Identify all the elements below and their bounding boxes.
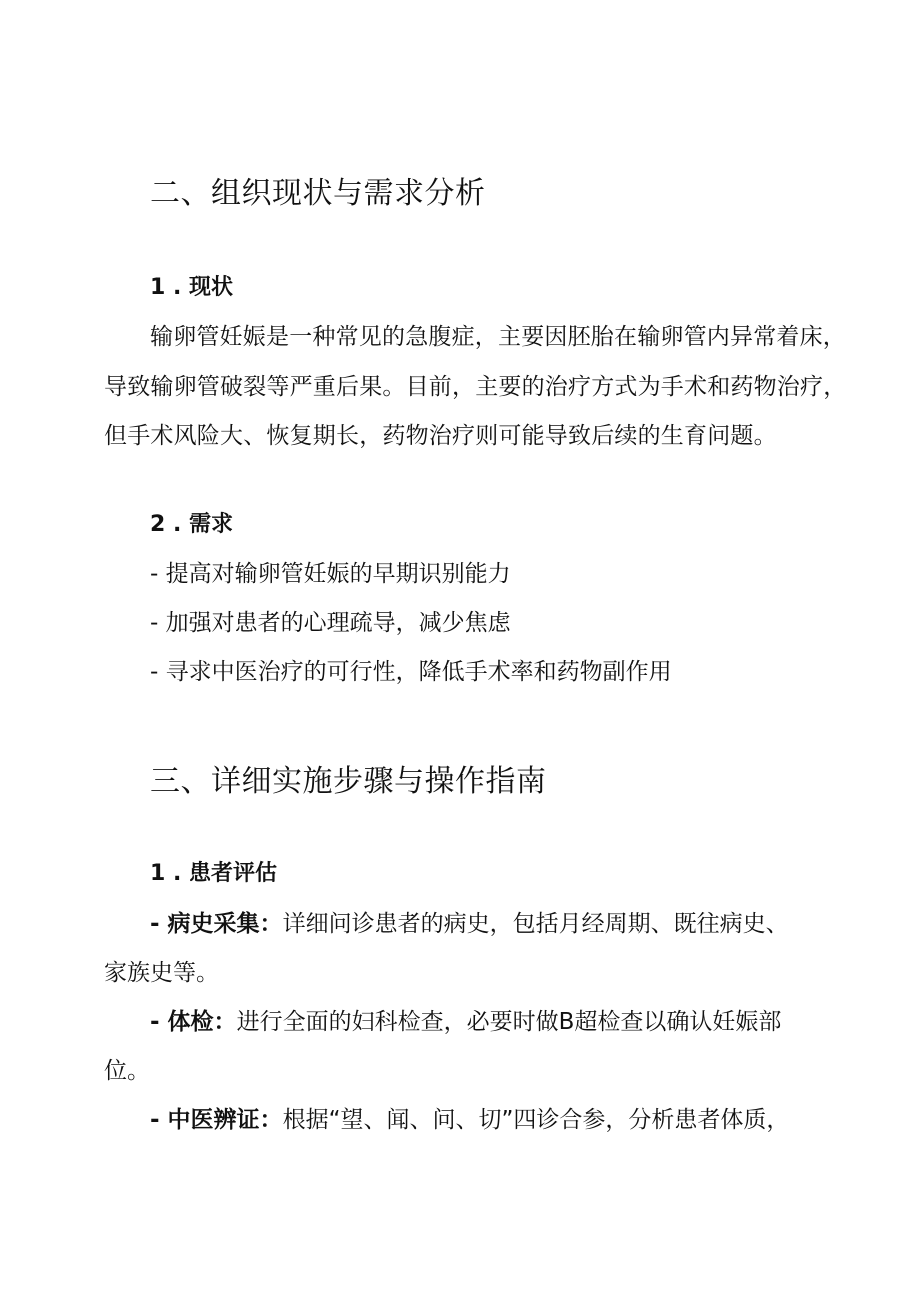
tcm-label: - 中医辨证： [150,1107,283,1133]
section-2-heading: 二、组织现状与需求分析 [150,176,486,211]
exam-text-line-1: 进行全面的妇科检查，必要时做B超检查以确认妊娠部 [236,1009,782,1035]
status-para-line-1: 输卵管妊娠是一种常见的急腹症，主要因胚胎在输卵管内异常着床， [150,324,846,350]
subsection-assessment-title: 1 . 患者评估 [150,861,277,886]
section-3-heading: 三、详细实施步骤与操作指南 [150,764,547,799]
subsection-status-title: 1 . 现状 [150,275,233,300]
subsection-needs-title: 2 . 需求 [150,512,233,537]
needs-item-1: - 提高对输卵管妊娠的早期识别能力 [150,561,511,587]
assessment-item-history [150,905,789,938]
exam-text-line-2: 位。 [104,1058,150,1084]
needs-item-2: - 加强对患者的心理疏导，减少焦虑 [150,610,511,636]
history-text-line-1: 详细问诊患者的病史，包括月经周期、既往病史、 [282,911,789,937]
status-para-line-3: 但手术风险大、恢复期长，药物治疗则可能导致后续的生育问题。 [104,423,777,449]
needs-item-3: - 寻求中医治疗的可行性，降低手术率和药物副作用 [150,659,672,685]
history-label: - 病史采集： [150,911,283,937]
assessment-item-exam [150,1003,781,1036]
exam-label: - 体检： [150,1009,237,1035]
tcm-text-line-1: 根据“望、闻、问、切”四诊合参，分析患者体质， [282,1107,790,1133]
history-text-line-2: 家族史等。 [104,960,219,986]
assessment-item-tcm [150,1101,789,1134]
status-para-line-2: 导致输卵管破裂等严重后果。目前，主要的治疗方式为手术和药物治疗， [104,374,847,400]
